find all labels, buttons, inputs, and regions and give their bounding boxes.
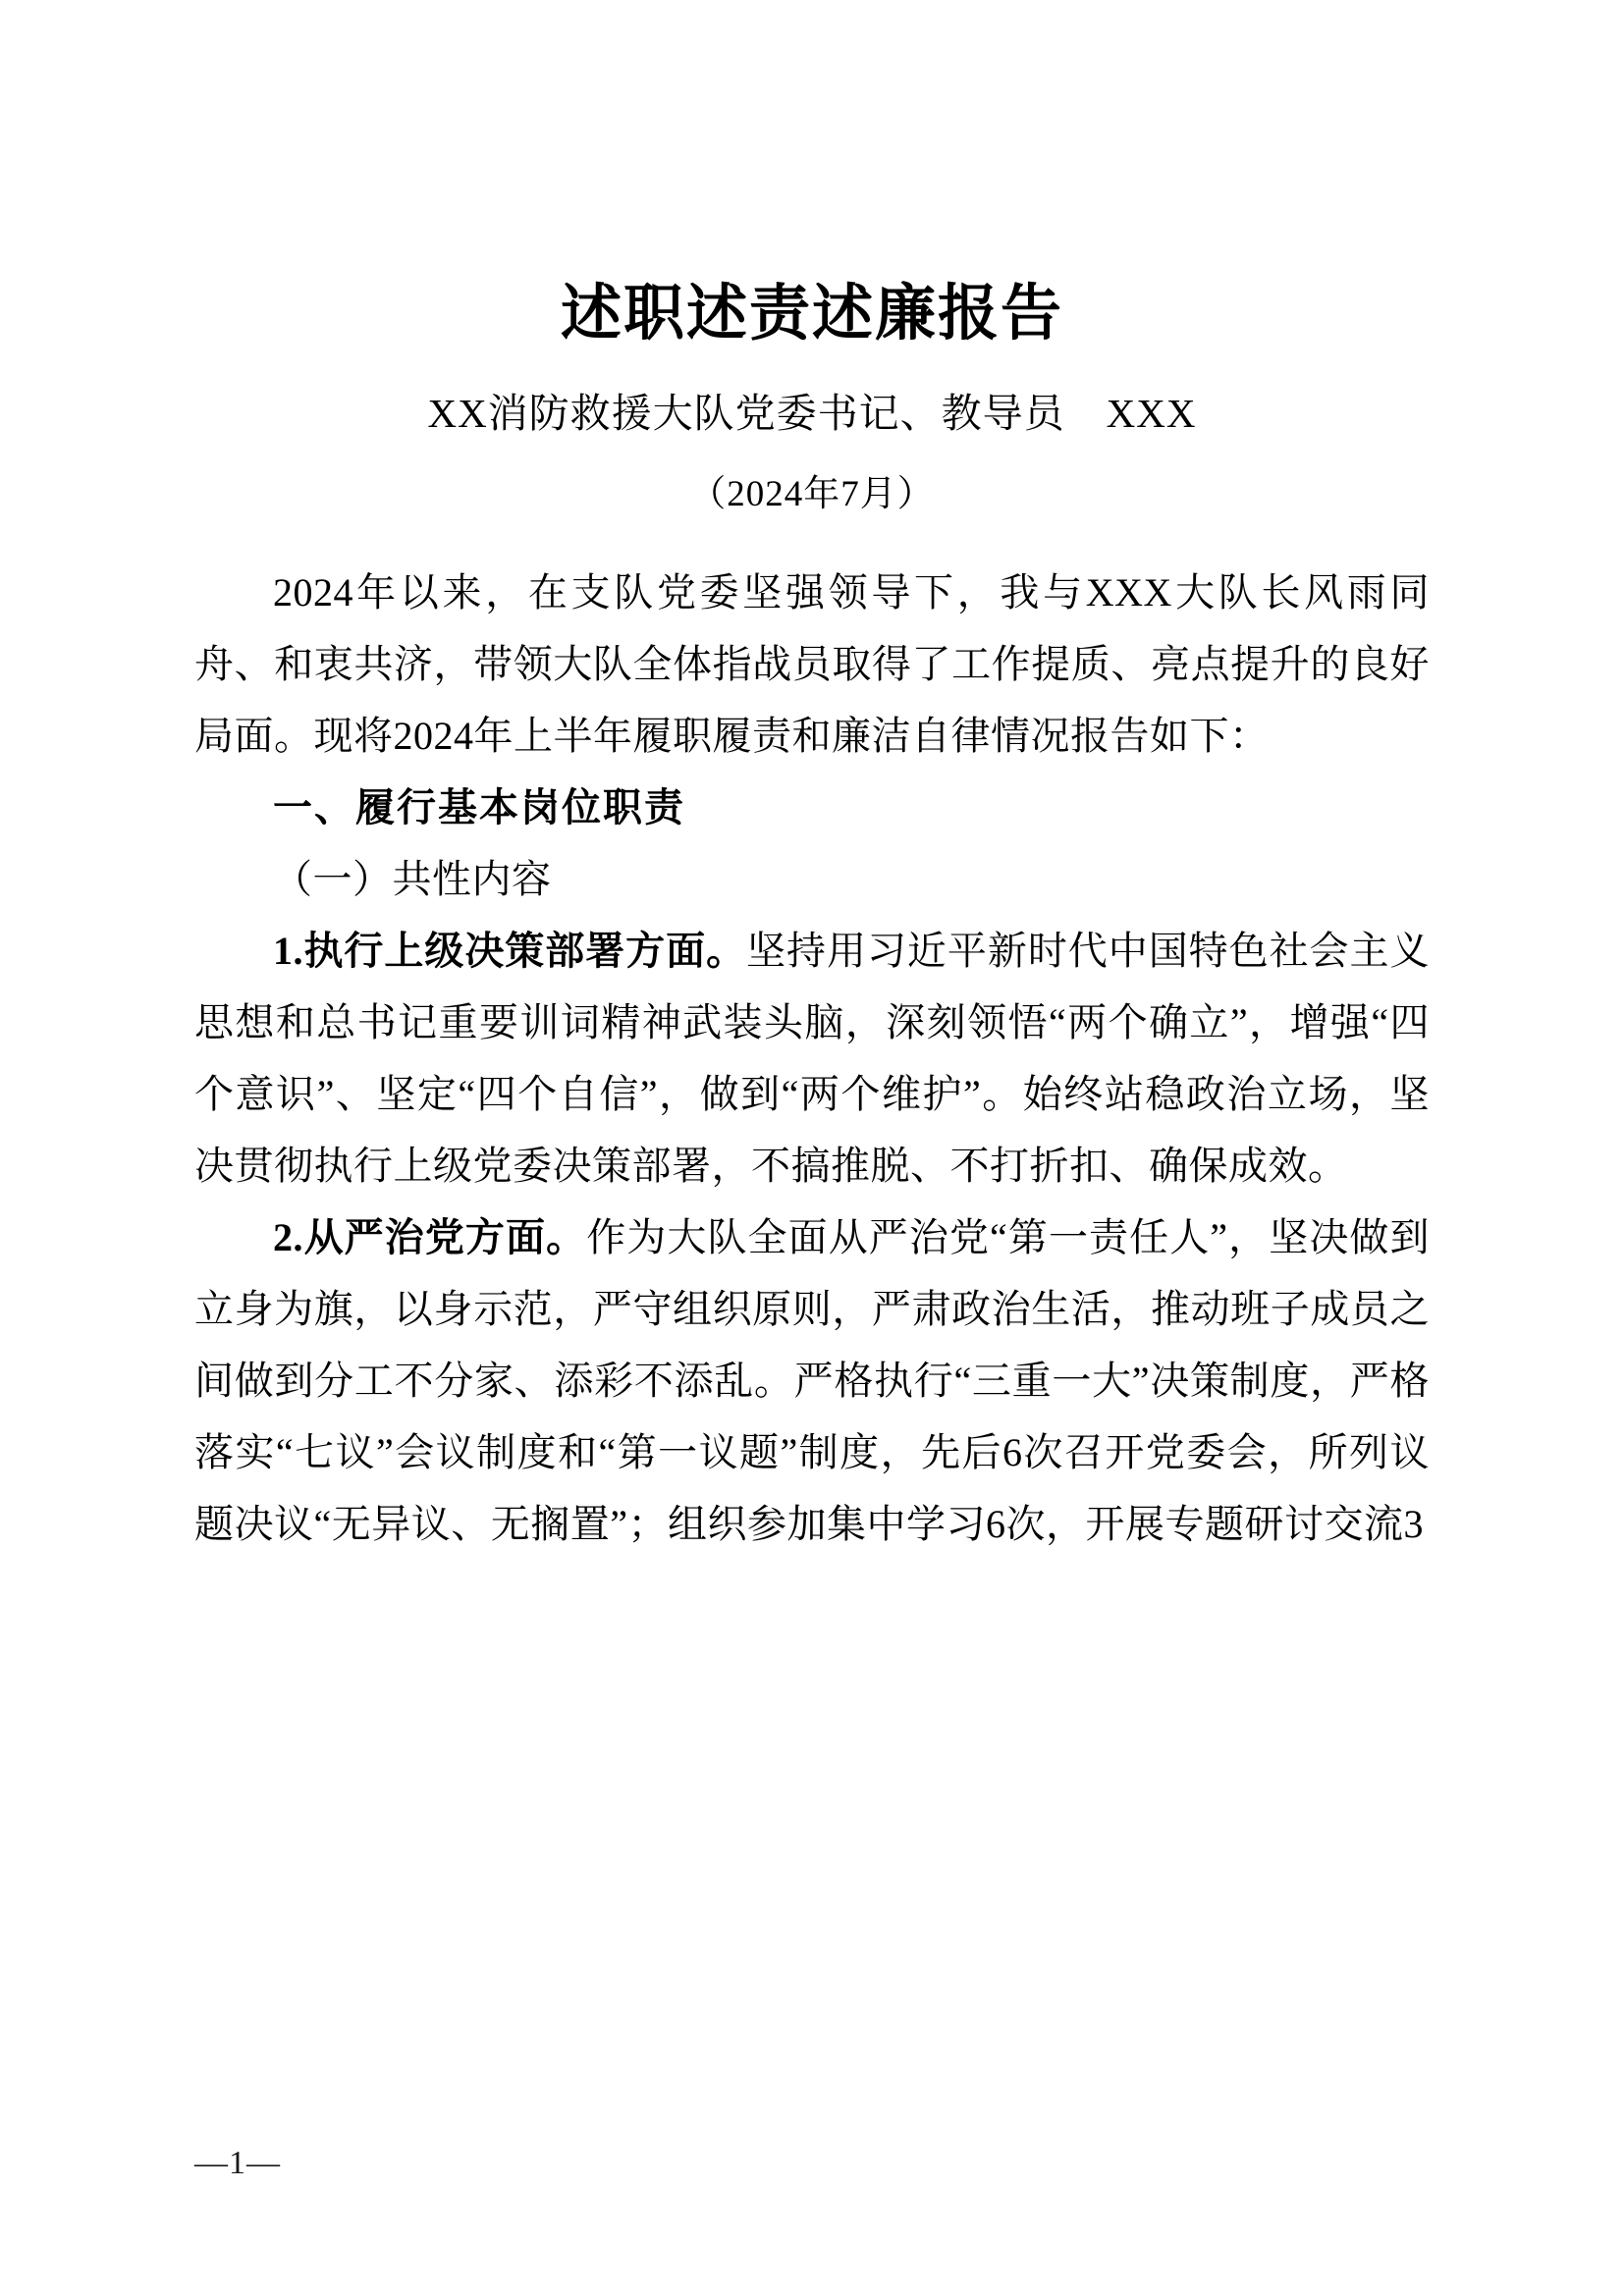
document-content (194, 0, 1430, 1560)
subsection-heading-text: （一）共性内容 (273, 856, 552, 901)
paragraph-item-2 (194, 1201, 1430, 1560)
subsection-heading-1-1 (194, 843, 1430, 915)
document-body (194, 517, 1430, 1560)
paragraph-text: 2024年以来，在支队党委坚强领导下，我与XXX大队长风雨同舟、和衷共济，带领大队全体指战员取得了工作提质、亮点提升的良好局面。现将2024年上半年履职履责和廉洁自律情况报告如下： (194, 569, 1430, 758)
page-number: —1— (194, 2145, 281, 2181)
section-heading-1 (194, 772, 1430, 843)
paragraph-text: 坚持用习近平新时代中国特色社会主义思想和总书记重要训词精神武装头脑，深刻领悟“两个确立”，增强“四个意识”、坚定“四个自信”，做到“两个维护”。始终站稳政治立场，坚决贯彻执行上级党委决策部署，不搞推脱、不打折扣、确保成效。 (194, 928, 1431, 1188)
paragraph-item-1 (194, 915, 1430, 1201)
section-heading-text: 一、履行基本岗位职责 (273, 784, 685, 829)
paragraph-intro (194, 557, 1430, 772)
page-title: 述职述责述廉报告 (560, 281, 1063, 347)
document-subtitle: XX消防救援大队党委书记、教导员 XXX (427, 391, 1197, 437)
document-date: （2024年7月） (689, 474, 935, 515)
paragraph-text: 作为大队全面从严治党“第一责任人”，坚决做到立身为旗，以身示范，严守组织原则，严肃政治生活，推动班子成员之间做到分工不分家、添彩不添乱。严格执行“三重一大”决策制度，严格落实“七议”会议制度和“第一议题”制度，先后6次召开党委会，所列议题决议“无异议、无搁置”；组织参加集中学习6次，开展专题研讨交流3 (194, 1214, 1430, 1546)
item-lead-label: 2.从严治党方面。 (273, 1214, 587, 1259)
item-lead-label: 1.执行上级决策部署方面。 (273, 928, 747, 973)
